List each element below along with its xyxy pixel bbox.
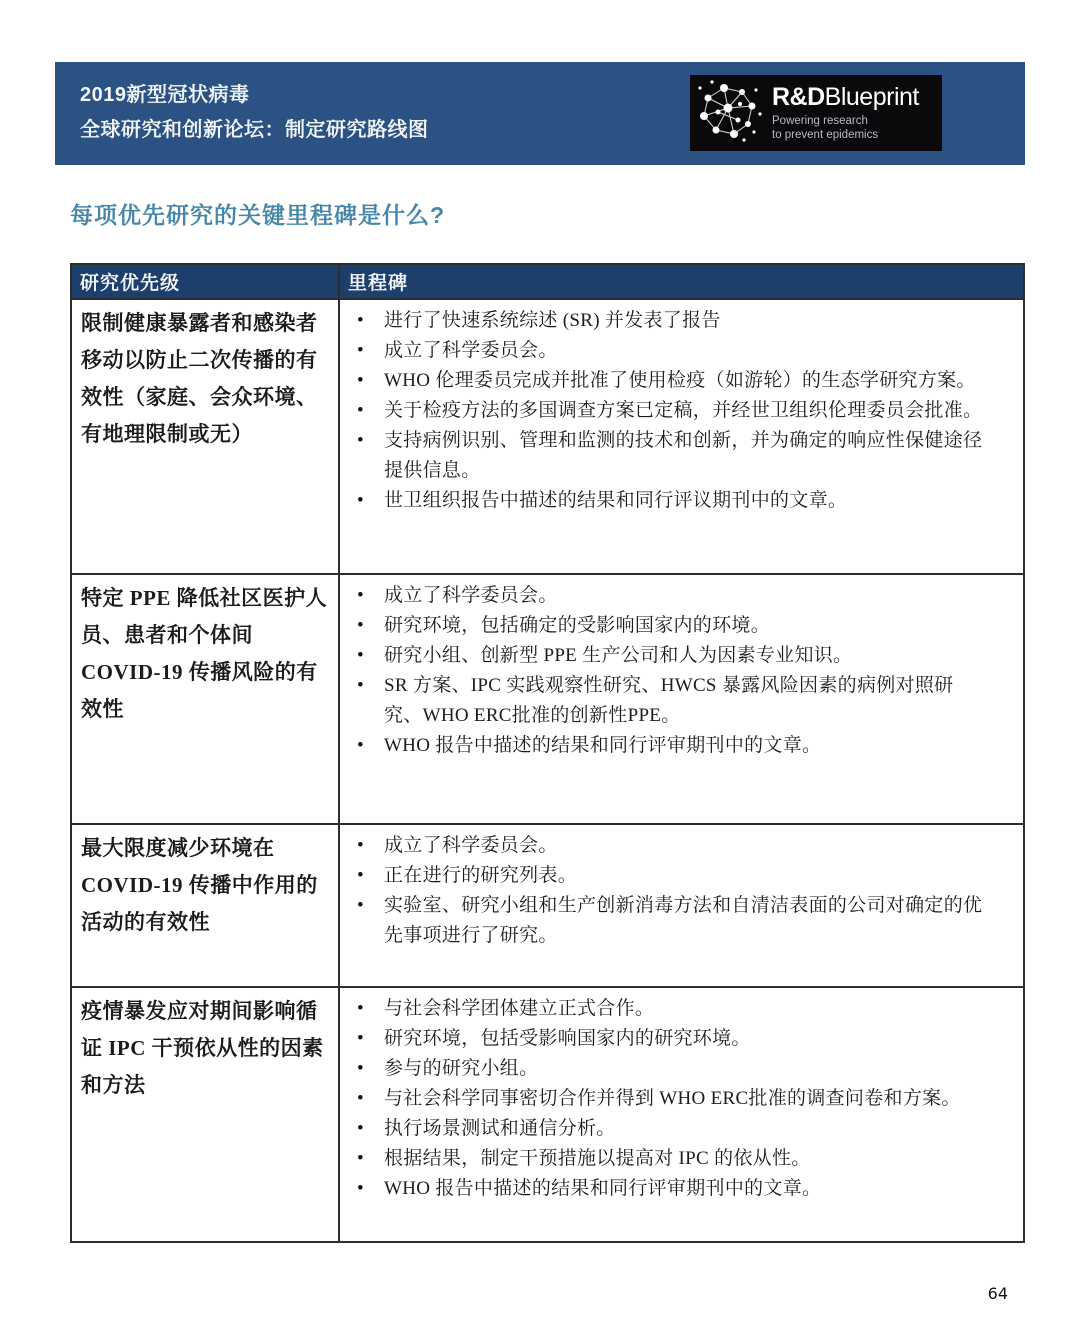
milestone-item: • 成立了科学委员会。 (340, 336, 985, 366)
table-body (71, 299, 1024, 1242)
milestone-cell (339, 824, 1024, 987)
milestone-cell (339, 299, 1024, 574)
banner-title-line2: 全球研究和创新论坛：制定研究路线图 (80, 119, 429, 141)
milestone-item: • 正在进行的研究列表。 (340, 861, 985, 891)
page-number: 64 (987, 1284, 1008, 1303)
banner-text (80, 78, 429, 148)
logo-tagline (772, 114, 919, 142)
milestone-item: • 参与的研究小组。 (340, 1054, 985, 1084)
table-row (71, 299, 1024, 574)
milestone-cell (339, 987, 1024, 1242)
milestones-table (70, 263, 1025, 1243)
priority-cell-text: 特定 PPE 降低社区医护人员、患者和个体间 COVID-19 传播风险的有效性 (71, 574, 339, 824)
logo-brand-rd: R&D (772, 83, 825, 111)
milestone-item: • 研究环境，包括受影响国家内的研究环境。 (340, 1024, 985, 1054)
milestone-item: • 世卫组织报告中描述的结果和同行评议期刊中的文章。 (340, 486, 985, 516)
table-row (71, 987, 1024, 1242)
milestone-cell (339, 574, 1024, 824)
milestone-item: • 根据结果，制定干预措施以提高对 IPC 的依从性。 (340, 1144, 985, 1174)
logo-brand (772, 84, 919, 110)
table-row (71, 824, 1024, 987)
milestone-item: • 进行了快速系统综述 (SR) 并发表了报告 (340, 306, 985, 336)
logo-brand-blueprint: Blueprint (824, 83, 919, 111)
milestone-item: • 与社会科学团体建立正式合作。 (340, 994, 985, 1024)
milestone-item: • 研究环境，包括确定的受影响国家内的环境。 (340, 611, 985, 641)
table-header-row (71, 264, 1024, 299)
milestone-item: • 执行场景测试和通信分析。 (340, 1114, 985, 1144)
priority-cell-text: 限制健康暴露者和感染者移动以防止二次传播的有效性（家庭、会众环境、有地理限制或无） (71, 299, 339, 574)
milestone-item: • 研究小组、创新型 PPE 生产公司和人为因素专业知识。 (340, 641, 985, 671)
header-banner (55, 62, 1025, 165)
priority-cell-text: 疫情暴发应对期间影响循证 IPC 干预依从性的因素和方法 (71, 987, 339, 1242)
table-row (71, 574, 1024, 824)
milestone-item: • WHO 伦理委员完成并批准了使用检疫（如游轮）的生态学研究方案。 (340, 366, 985, 396)
priority-cell-text: 最大限度减少环境在 COVID-19 传播中作用的活动的有效性 (71, 824, 339, 987)
milestone-item: • 支持病例识别、管理和监测的技术和创新，并为确定的响应性保健途径提供信息。 (340, 426, 985, 486)
milestone-list (340, 581, 985, 761)
milestone-item: • WHO 报告中描述的结果和同行评审期刊中的文章。 (340, 731, 985, 761)
logo-tagline-line1: Powering research (772, 115, 868, 127)
milestone-list (340, 831, 985, 951)
section-title: 每项优先研究的关键里程碑是什么? (70, 202, 446, 228)
milestone-item: • 与社会科学同事密切合作并得到 WHO ERC批准的调查问卷和方案。 (340, 1084, 985, 1114)
logo-tagline-line2: to prevent epidemics (772, 129, 879, 141)
network-sphere-icon (694, 76, 766, 151)
column-header-milestone: 里程碑 (339, 264, 1024, 299)
banner-title-line1: 2019新型冠状病毒 (80, 84, 250, 106)
milestone-item: • 成立了科学委员会。 (340, 581, 985, 611)
milestone-list (340, 994, 985, 1204)
milestone-item: • 关于检疫方法的多国调查方案已定稿，并经世卫组织伦理委员会批准。 (340, 396, 985, 426)
logo-text (772, 84, 919, 142)
milestone-item: • SR 方案、IPC 实践观察性研究、HWCS 暴露风险因素的病例对照研究、WHO ERC批准的创新性PPE。 (340, 671, 985, 731)
milestone-item: • 成立了科学委员会。 (340, 831, 985, 861)
column-header-priority: 研究优先级 (71, 264, 339, 299)
milestone-item: • WHO 报告中描述的结果和同行评审期刊中的文章。 (340, 1174, 985, 1204)
milestone-list (340, 306, 985, 516)
milestone-item: • 实验室、研究小组和生产创新消毒方法和自清洁表面的公司对确定的优先事项进行了研究。 (340, 891, 985, 951)
rd-blueprint-logo (690, 75, 942, 151)
